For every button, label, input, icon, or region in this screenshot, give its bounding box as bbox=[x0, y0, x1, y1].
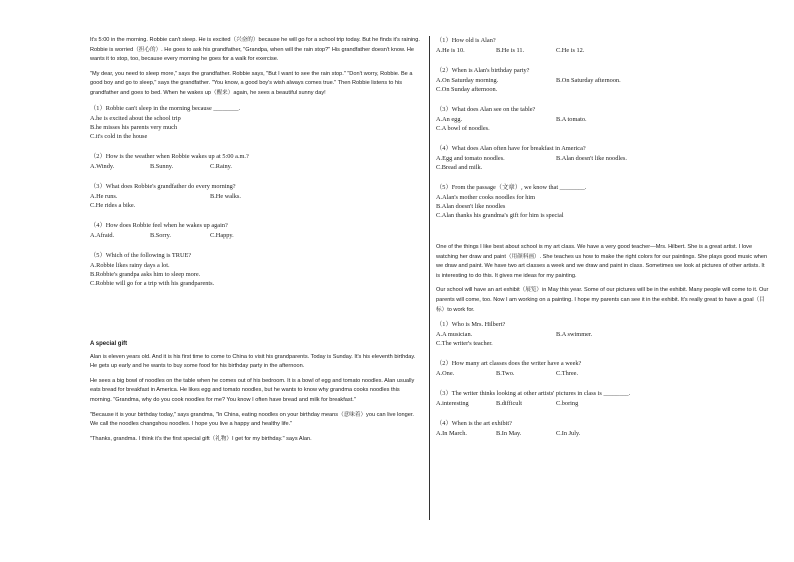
answer-option: A.On Saturday morning. bbox=[436, 77, 499, 84]
passage-title: A special gift bbox=[90, 340, 128, 347]
answer-option: C.The writer's teacher. bbox=[436, 340, 493, 348]
answer-option: B.On Saturday afternoon. bbox=[556, 77, 621, 84]
question bbox=[90, 152, 422, 171]
options-row bbox=[436, 429, 770, 438]
question-stem: （2）How many art classes does the writer have a week? bbox=[436, 360, 582, 368]
answer-option: C.On Sunday afternoon. bbox=[436, 86, 498, 93]
options-row bbox=[90, 162, 422, 171]
paragraph: He sees a big bowl of noodles on the table when he comes out of his bedroom. It is a bowl of egg and tomato noodles. Alan usually eats bread for breakfast in America. He likes egg and tomato noodles, but he wants to know why grandma cooks noodles this morning. "Grandma, why do you cook noodles for me? You know I often have bread and milk for breakfast." bbox=[90, 377, 415, 403]
answer-option: B.He is 11. bbox=[496, 47, 525, 54]
answer-option: C.it's cold in the house bbox=[90, 132, 148, 140]
paragraph: "Because it is your birthday today," says grandma, "In China, eating noodles on your birthday means（意味着）you can live longer. We call the noodles changshou noodles. I hope you live a happy and healthy life." bbox=[90, 411, 414, 428]
answer-option: C.In July. bbox=[556, 430, 581, 438]
answer-option: A.In March. bbox=[436, 430, 467, 438]
answer-option: A.An egg. bbox=[436, 116, 463, 123]
question bbox=[90, 221, 422, 240]
column-divider bbox=[429, 36, 430, 520]
paragraph: "Thanks, grandma. I think it's the first special gift（礼物）I get for my birthday." says Alan. bbox=[90, 435, 312, 442]
answer-option: C.He rides a bike. bbox=[90, 201, 136, 209]
question-stem: （2）How is the weather when Robbie wakes up at 5:00 a.m.? bbox=[90, 152, 249, 160]
question-stem: （3）What does Alan see on the table? bbox=[436, 106, 536, 113]
question bbox=[436, 183, 770, 220]
question bbox=[90, 182, 422, 210]
answer-option: B.A swimmer. bbox=[556, 331, 593, 339]
answer-option: C.Rainy. bbox=[210, 162, 232, 170]
question bbox=[90, 104, 422, 141]
options-row bbox=[436, 154, 770, 163]
question-stem: （5）Which of the following is TRUE? bbox=[90, 251, 192, 259]
question-stem: （4）When is the art exhibit? bbox=[436, 420, 512, 428]
answer-option: A.interesting bbox=[436, 400, 469, 408]
options-row bbox=[436, 115, 770, 124]
paragraph: "My dear, you need to sleep more," says the grandfather. Robbie says, "But I want to see the rain stop." "Don't worry, Robbie. Be a good boy and go to sleep," says the grandfather. "You know, a good boy's wish always comes true." Then Robbie listens to his grandfather and goes to bed. When he wakes up（醒来）again, he sees a beautiful sunny day! bbox=[90, 70, 413, 96]
passage-robbie bbox=[90, 36, 422, 99]
question bbox=[436, 419, 770, 438]
options-row bbox=[436, 399, 770, 408]
answer-option: C.Bread and milk. bbox=[436, 164, 483, 171]
options-row bbox=[90, 192, 422, 201]
question-stem: （1）Who is Mrs. Hilbert? bbox=[436, 321, 506, 329]
answer-option: C.Alan thanks his grandma's gift for him is special bbox=[436, 212, 564, 219]
answer-option: B.Two. bbox=[496, 370, 515, 378]
answer-option: A.A musician. bbox=[436, 331, 473, 339]
paragraph: One of the things I like best about school is my art class. We have a very good teacher—Mrs. Hilbert. She is a great artist. I love watching her draw and paint（用颜料画）. She teaches us how to make the right colors for our paintings. She plays good music when we draw and paint. We have two art classes a week and we draw and paint in class. Sometimes we look at pictures of other artists. It is interesting to do this. It gives me ideas for my painting. bbox=[436, 244, 768, 279]
answer-option: C.Three. bbox=[556, 370, 579, 378]
question bbox=[436, 320, 770, 348]
answer-option: B.Sunny. bbox=[150, 162, 174, 170]
answer-option: B.Alan doesn't like noodles. bbox=[556, 155, 627, 162]
answer-option: A.He runs. bbox=[90, 192, 118, 200]
answer-option: A.Afraid. bbox=[90, 231, 115, 239]
left-column bbox=[90, 36, 422, 449]
answer-option: B.He walks. bbox=[210, 192, 241, 200]
options-row bbox=[436, 369, 770, 378]
answer-option: B.A tomato. bbox=[556, 116, 587, 123]
question bbox=[436, 105, 770, 133]
questions-robbie bbox=[90, 104, 422, 288]
question-stem: （3）The writer thinks looking at other artists' pictures in class is ________. bbox=[436, 390, 631, 398]
answer-option: B.Alan doesn't like noodles bbox=[436, 203, 506, 210]
answer-option: A.he is excited about the school trip bbox=[90, 114, 181, 122]
answer-option: C.He is 12. bbox=[556, 47, 585, 54]
right-column bbox=[436, 36, 770, 449]
answer-option: C.boring bbox=[556, 400, 579, 408]
questions-special-gift bbox=[436, 36, 770, 220]
question bbox=[436, 36, 770, 55]
question-stem: （4）How does Robbie feel when he wakes up again? bbox=[90, 221, 228, 229]
answer-option: A.Robbie likes rainy days a lot. bbox=[90, 261, 170, 269]
paragraph: Our school will have an art exhibit（展览）in May this year. Some of our pictures will be in the exhibit. Many people will come to it. Our parents will come, too. Now I am working on a painting. I hope my parents can see it in the exhibit. It's really great to have a goal（目标）to work for. bbox=[436, 287, 769, 313]
answer-option: B.Sorry. bbox=[150, 231, 171, 239]
question-stem: （1）Robbie can't sleep in the morning because ________. bbox=[90, 104, 241, 112]
question-stem: （5）From the passage（文章）, we know that ________. bbox=[436, 184, 587, 191]
passage-special-gift bbox=[90, 353, 422, 445]
paragraph: Alan is eleven years old. And it is his first time to come to China to visit his grandparents. Today is Sunday. It's his eleventh birthday. He gets up early and he wants to buy some food for his birthday party in the afternoon. bbox=[90, 353, 416, 370]
question-stem: （1）How old is Alan? bbox=[436, 37, 496, 44]
question bbox=[436, 359, 770, 378]
options-row bbox=[436, 330, 770, 339]
question-stem: （2）When is Alan's birthday party? bbox=[436, 67, 530, 74]
question-stem: （4）What does Alan often have for breakfast in America? bbox=[436, 145, 586, 152]
answer-option: B.difficult bbox=[496, 400, 522, 408]
question-stem: （3）What does Robbie's grandfather do every morning? bbox=[90, 182, 236, 190]
answer-option: B.Robbie's grandpa asks him to sleep more. bbox=[90, 270, 201, 278]
answer-option: A.Windy. bbox=[90, 162, 115, 170]
options-row bbox=[90, 231, 422, 240]
answer-option: B.he misses his parents very much bbox=[90, 123, 178, 131]
options-row bbox=[436, 76, 770, 85]
question bbox=[436, 144, 770, 172]
question bbox=[436, 389, 770, 408]
answer-option: A.He is 10. bbox=[436, 47, 465, 54]
answer-option: A.One. bbox=[436, 370, 455, 378]
answer-option: C.A bowl of noodles. bbox=[436, 125, 490, 132]
answer-option: A.Alan's mother cooks noodles for him bbox=[436, 194, 536, 201]
questions-art-class bbox=[436, 320, 770, 438]
answer-option: A.Egg and tomato noodles. bbox=[436, 155, 505, 162]
answer-option: C.Happy. bbox=[210, 231, 234, 239]
answer-option: C.Robbie will go for a trip with his grandparents. bbox=[90, 279, 215, 287]
answer-option: B.In May. bbox=[496, 430, 522, 438]
question bbox=[90, 251, 422, 288]
options-row bbox=[436, 46, 770, 55]
paragraph: It's 5:00 in the morning. Robbie can't sleep. He is excited（兴奋的）because he will go for a school trip today. But he finds it's raining. Robbie is worried（担心的）. He goes to ask his grandfather, "Grandpa, when will the rain stop?" His grandfather doesn't know. He wants it to stop, too, because every morning he goes for a walk for exercise. bbox=[90, 37, 420, 63]
passage-art-class bbox=[436, 243, 770, 315]
question bbox=[436, 66, 770, 94]
